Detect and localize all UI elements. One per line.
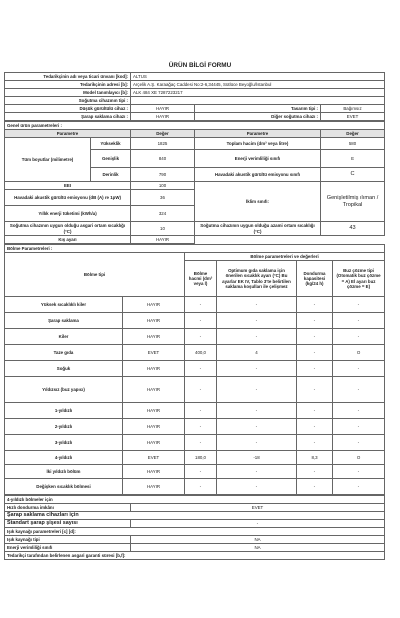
compartment-volume: -: [185, 329, 217, 345]
compartment-freeze: 8,3: [297, 451, 333, 465]
compartment-freeze: -: [297, 313, 333, 329]
cooler-type-label: Soğutma cihazının tipi :: [5, 97, 131, 105]
annual-energy-value: 324: [131, 206, 195, 222]
compartment-defrost: -: [333, 419, 385, 435]
compartment-temp: -: [217, 361, 297, 377]
compartment-row: [5, 479, 385, 495]
compartment-temp: -: [217, 403, 297, 419]
total-volume-value: 580: [321, 138, 385, 150]
compartment-defrost: -: [333, 465, 385, 479]
compartment-temp: -: [217, 313, 297, 329]
compartment-present: HAYIR: [123, 419, 185, 435]
supplier-value: ALTUS: [131, 73, 385, 81]
annual-energy-label: Yıllık enerji tüketimi (kWh/a): [5, 206, 131, 222]
compartment-params-header: Bölme parametreleri ve değerleri: [185, 253, 385, 261]
model-row: [5, 89, 385, 97]
low-noise-label: Düşük gürültülü cihaz :: [5, 105, 131, 113]
quick-freeze-label: Hızlı dondurma imkânı: [5, 504, 131, 512]
defrost-header: Buz çözme tipi (Otomatik buz çözme = A) El ayarı buz çözme = E): [333, 261, 385, 297]
compartment-section-label: Bölme Parametreleri :: [5, 245, 385, 253]
compartment-type-header: Bölme tipi: [5, 253, 185, 297]
compartment-temp: -: [217, 465, 297, 479]
model-label: Model tanımlayıcı [b]:: [5, 89, 131, 97]
compartment-volume: -: [185, 313, 217, 329]
compartment-name: Yüksek sıcaklıklı kiler: [5, 297, 123, 313]
low-noise-row: [5, 105, 385, 113]
compartment-defrost: -: [333, 297, 385, 313]
energy-class-value: E: [321, 150, 385, 168]
compartment-freeze: -: [297, 465, 333, 479]
compartment-freeze: -: [297, 361, 333, 377]
width-label: Genişlik: [91, 150, 131, 168]
compartment-freeze: -: [297, 345, 333, 361]
climate-value: Genişletilmiş ılıman / Tropikal: [321, 182, 385, 222]
compartment-row: [5, 313, 385, 329]
compartment-defrost: -: [333, 377, 385, 403]
light-class-label: Enerji verimliliği sınıfı: [5, 544, 131, 552]
std-bottles-label: Standart şarap şişesi sayısı: [5, 520, 131, 528]
kis-label: Kış ayarı: [5, 236, 131, 244]
compartment-row: [5, 345, 385, 361]
dims-label: Tüm boyutlar (milimetre): [5, 138, 91, 182]
compartment-volume: -: [185, 297, 217, 313]
height-value: 1825: [131, 138, 195, 150]
compartment-volume: 180,0: [185, 451, 217, 465]
compartment-name: Kiler: [5, 329, 123, 345]
supplier-label: Tedarikçinin adı veya ticari ünvanı [kod]:: [5, 73, 131, 81]
compartment-row: [5, 403, 385, 419]
low-noise-value: HAYIR: [131, 105, 195, 113]
design-type-value: Bağımsız: [321, 105, 385, 113]
four-star-label: 4-yıldızlı bölmeler için: [5, 496, 385, 504]
compartment-volume: -: [185, 465, 217, 479]
depth-label: Derinlik: [91, 168, 131, 182]
compartment-present: HAYIR: [123, 313, 185, 329]
compartment-temp: -: [217, 297, 297, 313]
compartment-present: HAYIR: [123, 403, 185, 419]
compartment-name: Soğuk: [5, 361, 123, 377]
address-row: [5, 81, 385, 89]
noise-db-label: Havadaki akustik gürültü emisyonu (dB (A) re 1pW): [5, 190, 131, 206]
compartment-rows: [5, 297, 385, 495]
wine-devices-label: Şarap saklama cihazları için: [5, 512, 385, 520]
compartment-present: EVET: [123, 451, 185, 465]
compartment-freeze: -: [297, 297, 333, 313]
col-param-header-2: Parametre: [195, 130, 321, 138]
max-temp-label: Soğutma cihazının uygun olduğu azami ortam sıcaklığı (°C): [195, 222, 321, 236]
climate-label: İklim sınıfı:: [195, 182, 321, 222]
compartment-freeze: -: [297, 479, 333, 495]
compartment-temp: -: [217, 377, 297, 403]
compartment-row: [5, 377, 385, 403]
eei-value: 100: [131, 182, 195, 190]
compartment-row: [5, 361, 385, 377]
supplier-row: [5, 73, 385, 81]
other-cooler-label: Diğer soğutma cihazı :: [195, 113, 321, 121]
compartment-name: Yıldızsız (buz yapıcı): [5, 377, 123, 403]
col-value-header: Değer: [131, 130, 195, 138]
compartment-freeze: -: [297, 419, 333, 435]
compartment-defrost: -: [333, 435, 385, 451]
product-info-sheet: [4, 72, 384, 618]
compartment-temp: -18: [217, 451, 297, 465]
compartment-freeze: -: [297, 377, 333, 403]
eei-label: EEI: [5, 182, 131, 190]
cooler-type-value: [131, 97, 385, 105]
compartment-row: [5, 465, 385, 479]
compartment-present: HAYIR: [123, 377, 185, 403]
compartment-volume: -: [185, 361, 217, 377]
warranty-label: Tedarikçi tarafından belirlenen asgari garanti süresi [b,f]:: [5, 552, 385, 560]
quick-freeze-value: EVET: [131, 504, 385, 512]
width-value: 840: [131, 150, 195, 168]
compartment-temp: -: [217, 419, 297, 435]
col-value-header-2: Değer: [321, 130, 385, 138]
compartment-table: [4, 244, 385, 495]
compartment-temp: -: [217, 435, 297, 451]
max-temp-value: 43: [321, 222, 385, 236]
height-label: Yükseklik: [91, 138, 131, 150]
freeze-header: Dondurma kapasitesi (kg/24 h): [297, 261, 333, 297]
model-value: ALK 484 XE 7287223217: [131, 89, 385, 97]
wine-row: [5, 113, 385, 121]
compartment-present: HAYIR: [123, 465, 185, 479]
total-volume-label: Toplam hacim (dm³ veya litre): [195, 138, 321, 150]
compartment-temp: 4: [217, 345, 297, 361]
compartment-row: [5, 435, 385, 451]
compartment-name: 2-yıldızlı: [5, 419, 123, 435]
compartment-row: [5, 451, 385, 465]
design-type-label: Tasarım tipi :: [195, 105, 321, 113]
compartment-temp: -: [217, 479, 297, 495]
std-bottles-value: -: [131, 520, 385, 528]
compartment-present: HAYIR: [123, 361, 185, 377]
header-table: [4, 72, 385, 121]
compartment-present: HAYIR: [123, 297, 185, 313]
compartment-present: HAYIR: [123, 479, 185, 495]
compartment-name: 3-yıldızlı: [5, 435, 123, 451]
footer-table: [4, 495, 385, 560]
form-title: ÜRÜN BİLGİ FORMU: [168, 62, 232, 69]
compartment-defrost: -: [333, 361, 385, 377]
compartment-row: [5, 419, 385, 435]
compartment-row: [5, 329, 385, 345]
address-label: Tedarikçinin adresi [b]:: [5, 81, 131, 89]
compartment-volume: -: [185, 377, 217, 403]
light-type-value: NA: [131, 536, 385, 544]
depth-value: 790: [131, 168, 195, 182]
compartment-volume: -: [185, 435, 217, 451]
noise-class-value: C: [321, 168, 385, 182]
min-temp-label: Soğutma cihazının uygun olduğu asgari ortam sıcaklığı (°C): [5, 222, 131, 236]
compartment-name: İki yıldızlı bölüm: [5, 465, 123, 479]
compartment-row: [5, 297, 385, 313]
compartment-defrost: O: [333, 345, 385, 361]
other-cooler-value: EVET: [321, 113, 385, 121]
temp-header: Optimum gıda saklama için önerilen sıcaklık ayarı (°C) Bu ayarlar EK IV, Tablo 3'te belirtilen saklama koşulları ile çelişmez: [217, 261, 297, 297]
general-section-label: Genel ürün parametreleri :: [5, 122, 385, 130]
col-param-header: Parametre: [5, 130, 131, 138]
kis-value: HAYIR: [131, 236, 195, 244]
compartment-present: EVET: [123, 345, 185, 361]
compartment-freeze: -: [297, 329, 333, 345]
light-type-label: Işık kaynağı tipi: [5, 536, 131, 544]
compartment-volume: -: [185, 419, 217, 435]
compartment-name: 1-yıldızlı: [5, 403, 123, 419]
address-value: Arçelik A.Ş. Karaağaç Caddesi No:2-6,34445, Sütlüce Beyoğlu/İstanbul: [131, 81, 385, 89]
wine-value: HAYIR: [131, 113, 195, 121]
compartment-name: Değişken sıcaklık bölmesi: [5, 479, 123, 495]
light-label: Işık kaynağı parametreleri [c] [d]:: [5, 528, 385, 536]
compartment-name: 4-yıldızlı: [5, 451, 123, 465]
general-table: [4, 121, 385, 244]
volume-header: Bölme hacmi (dm³ veya l): [185, 261, 217, 297]
noise-class-label: Havadaki akustik gürültü emisyonu sınıfı: [195, 168, 321, 182]
compartment-freeze: -: [297, 403, 333, 419]
compartment-defrost: -: [333, 313, 385, 329]
compartment-present: HAYIR: [123, 329, 185, 345]
compartment-volume: -: [185, 479, 217, 495]
compartment-defrost: -: [333, 479, 385, 495]
compartment-present: HAYIR: [123, 435, 185, 451]
compartment-defrost: -: [333, 329, 385, 345]
noise-db-value: 36: [131, 190, 195, 206]
compartment-name: Şarap saklama: [5, 313, 123, 329]
min-temp-value: 10: [131, 222, 195, 236]
wine-label: Şarap saklama cihazı :: [5, 113, 131, 121]
compartment-defrost: -: [333, 403, 385, 419]
compartment-volume: 400,0: [185, 345, 217, 361]
compartment-temp: -: [217, 329, 297, 345]
light-class-value: NA: [131, 544, 385, 552]
compartment-freeze: -: [297, 435, 333, 451]
compartment-defrost: O: [333, 451, 385, 465]
compartment-volume: -: [185, 403, 217, 419]
energy-class-label: Enerji verimliliği sınıfı: [195, 150, 321, 168]
compartment-name: Taze gıda: [5, 345, 123, 361]
cooler-type-row: [5, 97, 385, 105]
